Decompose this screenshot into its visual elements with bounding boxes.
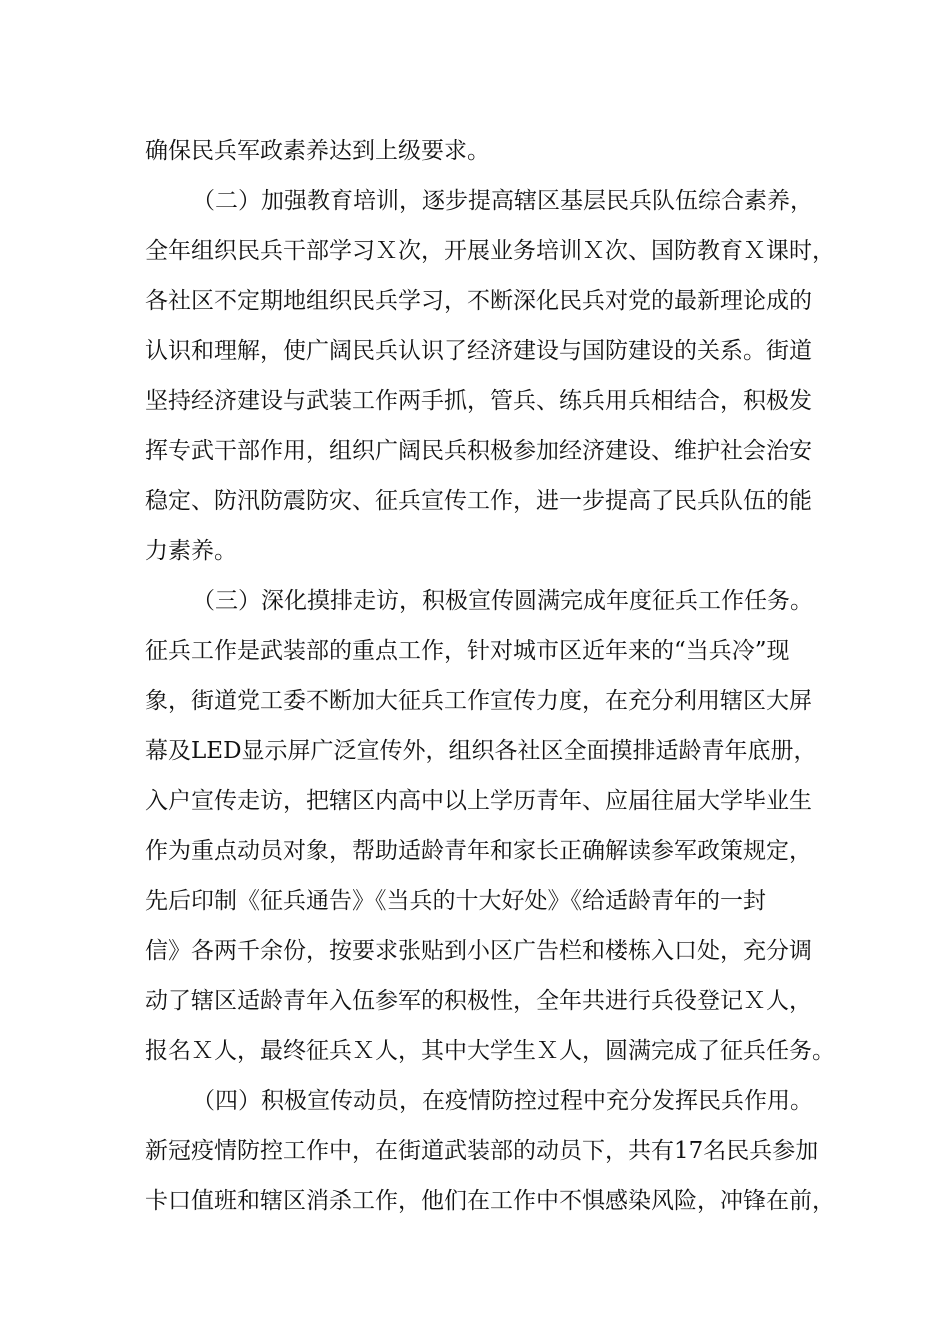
- text-line-8: 稳定、防汛防震防灾、征兵宣传工作，进一步提高了民兵队伍的能: [145, 488, 812, 514]
- text-line-7: 挥专武干部作用，组织广阔民兵积极参加经济建设、维护社会治安: [145, 438, 812, 464]
- text-line-5: 认识和理解，使广阔民兵认识了经济建设与国防建设的关系。街道: [145, 338, 812, 364]
- text-line-22: 卡口值班和辖区消杀工作，他们在工作中不惧感染风险，冲锋在前，: [145, 1188, 835, 1214]
- text-line-3: 全年组织民兵干部学习Ｘ次，开展业务培训Ｘ次、国防教育Ｘ课时，: [145, 238, 835, 264]
- heading-section-2: （二）加强教育培训，逐步提高辖区基层民兵队伍综合素养，: [192, 188, 813, 214]
- heading-section-4: （四）积极宣传动员，在疫情防控过程中充分发挥民兵作用。: [192, 1088, 813, 1114]
- text-line-14: 入户宣传走访，把辖区内高中以上学历青年、应届往届大学毕业生: [145, 788, 812, 814]
- text-line-12: 象，街道党工委不断加大征兵工作宣传力度，在充分利用辖区大屏: [145, 688, 812, 714]
- text-line-21: 新冠疫情防控工作中，在街道武装部的动员下，共有17名民兵参加: [145, 1138, 819, 1164]
- text-line-11: 征兵工作是武装部的重点工作，针对城市区近年来的“当兵冷”现: [145, 638, 790, 664]
- text-line-9: 力素养。: [145, 538, 237, 564]
- text-line-13: 幕及LED显示屏广泛宣传外，组织各社区全面摸排适龄青年底册，: [145, 738, 817, 764]
- text-line-17: 信》各两千余份，按要求张贴到小区广告栏和楼栋入口处，充分调: [145, 938, 812, 964]
- text-line-19: 报名Ｘ人，最终征兵Ｘ人，其中大学生Ｘ人，圆满完成了征兵任务。: [145, 1038, 835, 1064]
- text-line-18: 动了辖区适龄青年入伍参军的积极性，全年共进行兵役登记Ｘ人，: [145, 988, 812, 1014]
- text-line-16: 先后印制《征兵通告》《当兵的十大好处》《给适龄青年的一封: [145, 888, 766, 914]
- text-line-4: 各社区不定期地组织民兵学习，不断深化民兵对党的最新理论成的: [145, 288, 812, 314]
- text-line-6: 坚持经济建设与武装工作两手抓，管兵、练兵用兵相结合，积极发: [145, 388, 812, 414]
- heading-section-3: （三）深化摸排走访，积极宣传圆满完成年度征兵工作任务。: [192, 588, 813, 614]
- text-line-1: 确保民兵军政素养达到上级要求。: [145, 138, 490, 164]
- text-line-15: 作为重点动员对象，帮助适龄青年和家长正确解读参军政策规定，: [145, 838, 812, 864]
